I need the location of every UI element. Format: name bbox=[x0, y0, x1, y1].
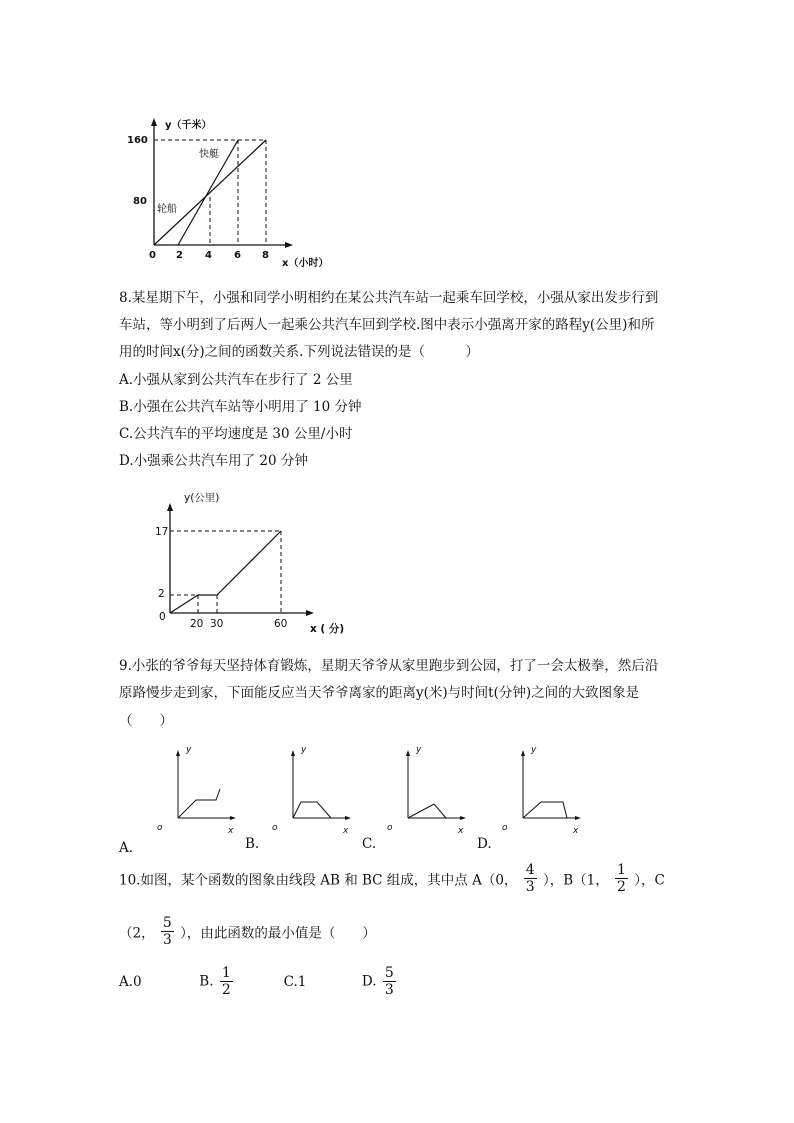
graph2-path bbox=[170, 531, 281, 613]
q10-option-b: B. $\frac{1}{2}$ bbox=[199, 965, 231, 998]
svg-text:x: x bbox=[458, 826, 464, 836]
svg-text:o: o bbox=[387, 823, 393, 833]
q8-line3: 用的时间x(分)之间的函数关系.下列说法错误的是（ ） bbox=[119, 344, 479, 360]
graph2-xtick-30: 30 bbox=[210, 618, 224, 630]
graph1-label-fast: 快艇 bbox=[199, 149, 219, 160]
q8-option-c: C.公共汽车的平均速度是 30 公里/小时 bbox=[119, 426, 353, 442]
graph1-x-arrow bbox=[285, 242, 293, 248]
graph2-x-arrow bbox=[306, 610, 314, 616]
q8-option-d: D.小强乘公共汽车用了 20 分钟 bbox=[119, 453, 308, 469]
graph1-ytick-80: 80 bbox=[133, 196, 147, 207]
graph1-ylabel: y（千米） bbox=[165, 120, 212, 131]
svg-text:y: y bbox=[301, 745, 307, 755]
q10-option-d: D. $\frac{5}{3}$ bbox=[361, 965, 394, 998]
q10-line1: 10.如图，某个函数的图象由线段 AB 和 BC 组成，其中点 A（0， $\frac{4}{3}$ ），B（1， $\frac{1}{2}$ ），C bbox=[119, 862, 665, 895]
q10-options bbox=[119, 965, 398, 998]
svg-text:o: o bbox=[272, 823, 278, 833]
q10-line2: （2， $\frac{5}{3}$ ），由此函数的最小值是（ ） bbox=[119, 915, 376, 948]
graph1-ytick-160: 160 bbox=[127, 135, 148, 146]
graph1-xlabel: x（小时） bbox=[282, 258, 329, 269]
q9-graph-c-path bbox=[408, 804, 446, 818]
q10-option-c: C.1 bbox=[283, 973, 307, 990]
q9-graph-d-path bbox=[523, 802, 567, 818]
svg-text:o: o bbox=[157, 823, 163, 833]
q8-option-b: B.小强在公共汽车站等小明用了 10 分钟 bbox=[119, 399, 362, 415]
q9-graph-c bbox=[380, 742, 480, 837]
graph1-xtick-4: 4 bbox=[205, 250, 212, 261]
graph2-ylabel: y(公里) bbox=[184, 492, 220, 504]
graph2-ytick-0: 0 bbox=[159, 611, 166, 623]
q9-choice-a: A． bbox=[119, 840, 143, 856]
svg-text:o: o bbox=[502, 823, 508, 833]
graph1-xtick-8: 8 bbox=[262, 250, 269, 261]
svg-text:y: y bbox=[186, 745, 192, 755]
graph1-label-ship: 轮船 bbox=[157, 204, 177, 215]
graph1-xtick-6: 6 bbox=[234, 250, 241, 261]
graph2-y-arrow bbox=[167, 503, 173, 511]
q9-graph-d bbox=[495, 742, 595, 837]
graph-walk-bus bbox=[150, 485, 370, 635]
graph1-xtick-2: 2 bbox=[176, 250, 183, 261]
svg-text:x: x bbox=[343, 826, 349, 836]
q8-line2: 车站，等小明到了后两人一起乘公共汽车回到学校.图中表示小强离开家的路程y(公里)和所 bbox=[119, 317, 655, 333]
graph1-xtick-0: 0 bbox=[149, 250, 156, 261]
q8-option-a: A.小强从家到公共汽车在步行了 2 公里 bbox=[119, 372, 353, 388]
q9-line2: 原路慢步走到家，下面能反应当天爷爷离家的距离y(米)与时间t(分钟)之间的大致图象是 bbox=[119, 685, 640, 701]
q10-frac-a: $\frac{4}{3}$ bbox=[525, 862, 535, 895]
q9-choice-c: C. bbox=[362, 836, 377, 852]
svg-text:x: x bbox=[573, 826, 579, 836]
q9-graph-a-path bbox=[178, 789, 220, 818]
graph2-xtick-60: 60 bbox=[274, 618, 288, 630]
graph1-y-arrow bbox=[151, 118, 157, 126]
graph2-xlabel: x ( 分) bbox=[310, 623, 345, 635]
q9-graph-b-path bbox=[293, 802, 331, 818]
svg-text:y: y bbox=[416, 745, 422, 755]
graph-ship-speedboat bbox=[115, 112, 345, 272]
svg-text:y: y bbox=[531, 745, 537, 755]
graph2-ytick-17: 17 bbox=[155, 526, 169, 538]
q9-graph-b bbox=[265, 742, 365, 837]
q10-option-a: A.0 bbox=[119, 973, 142, 990]
graph2-xtick-20: 20 bbox=[190, 618, 204, 630]
q9-graph-a bbox=[150, 742, 250, 837]
q10-frac-c: $\frac{5}{3}$ bbox=[162, 915, 172, 948]
q9-choice-b: B. bbox=[245, 836, 260, 852]
svg-text:x: x bbox=[228, 826, 234, 836]
q8-line1: 8.某星期下午，小强和同学小明相约在某公共汽车站一起乘车回学校，小强从家出发步行到 bbox=[119, 290, 659, 306]
q9-line1: 9.小张的爷爷每天坚持体育锻炼，星期天爷爷从家里跑步到公园，打了一会太极拳，然后沿 bbox=[119, 658, 659, 674]
q9-choice-d: D. bbox=[477, 836, 492, 852]
q9-line3: （ ） bbox=[119, 713, 173, 729]
q10-frac-b: $\frac{1}{2}$ bbox=[617, 862, 626, 895]
graph2-ytick-2: 2 bbox=[158, 588, 165, 600]
